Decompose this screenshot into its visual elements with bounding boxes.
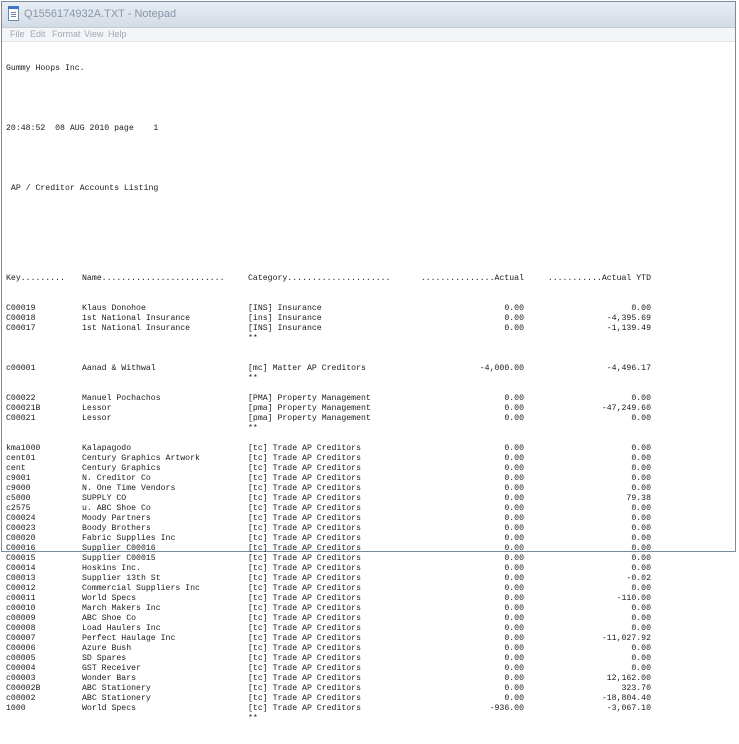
row-actual-ytd: 0.00 xyxy=(631,524,651,533)
row-key: C00006 xyxy=(6,644,36,653)
row-key: C00018 xyxy=(6,314,36,323)
table-row xyxy=(6,564,651,574)
table-row xyxy=(6,634,651,644)
report-document xyxy=(6,44,651,744)
table-row xyxy=(6,684,651,694)
row-key: C00017 xyxy=(6,324,36,333)
row-actual-ytd: 0.00 xyxy=(631,614,651,623)
row-actual: 0.00 xyxy=(504,694,524,703)
row-actual: 0.00 xyxy=(504,614,524,623)
table-row xyxy=(6,674,651,684)
table-row xyxy=(6,584,651,594)
row-actual: 0.00 xyxy=(504,634,524,643)
row-actual: 0.00 xyxy=(504,674,524,683)
blank-line xyxy=(6,384,158,394)
row-name: Perfect Haulage Inc xyxy=(82,634,176,643)
row-name: Wonder Bars xyxy=(82,674,137,683)
row-key: C00019 xyxy=(6,304,36,313)
row-category: [PMA] Property Management xyxy=(248,394,371,403)
row-actual-ytd: 0.00 xyxy=(631,474,651,483)
row-category: [INS] Insurance xyxy=(248,304,322,313)
row-key: C00021B xyxy=(6,404,41,413)
row-category: [mc] Matter AP Creditors xyxy=(248,364,366,373)
row-category: [tc] Trade AP Creditors xyxy=(248,494,362,503)
row-actual-ytd: -4,496.17 xyxy=(606,364,651,373)
separator-marker: ** xyxy=(248,374,258,383)
row-key: C00002B xyxy=(6,684,41,693)
row-category: [tc] Trade AP Creditors xyxy=(248,544,362,553)
window-title: Q1556174932A.TXT - Notepad xyxy=(24,8,177,20)
row-actual-ytd: 323.70 xyxy=(621,684,651,693)
row-name: Supplier C00015 xyxy=(82,554,156,563)
row-key: c00005 xyxy=(6,654,36,663)
row-actual-ytd: 0.00 xyxy=(631,654,651,663)
row-name: Azure Bush xyxy=(82,644,132,653)
row-category: [tc] Trade AP Creditors xyxy=(248,584,362,593)
row-actual-ytd: 0.00 xyxy=(631,394,651,403)
row-category: [tc] Trade AP Creditors xyxy=(248,474,362,483)
row-category: [tc] Trade AP Creditors xyxy=(248,634,362,643)
row-actual-ytd: 0.00 xyxy=(631,304,651,313)
row-actual-ytd: 0.00 xyxy=(631,464,651,473)
row-category: [tc] Trade AP Creditors xyxy=(248,484,362,493)
row-name: Century Graphics Artwork xyxy=(82,454,200,463)
column-header-actual-ytd: ...........Actual YTD xyxy=(547,274,651,283)
row-name: ABC Stationery xyxy=(82,684,151,693)
row-key: 1000 xyxy=(6,704,26,713)
row-category: [tc] Trade AP Creditors xyxy=(248,644,362,653)
row-key: C00024 xyxy=(6,514,36,523)
title-bar[interactable] xyxy=(2,2,735,28)
row-name: Moody Partners xyxy=(82,514,151,523)
row-actual-ytd: 0.00 xyxy=(631,624,651,633)
row-category: [tc] Trade AP Creditors xyxy=(248,654,362,663)
row-actual: 0.00 xyxy=(504,524,524,533)
table-row xyxy=(6,464,651,474)
row-category: [tc] Trade AP Creditors xyxy=(248,614,362,623)
table-row xyxy=(6,414,651,424)
row-key: c00011 xyxy=(6,594,36,603)
row-key: c00010 xyxy=(6,604,36,613)
row-key: C00015 xyxy=(6,554,36,563)
row-category: [tc] Trade AP Creditors xyxy=(248,574,362,583)
row-key: C00008 xyxy=(6,624,36,633)
row-key: c9000 xyxy=(6,484,31,493)
row-actual: 0.00 xyxy=(504,484,524,493)
table-row xyxy=(6,694,651,704)
row-name: u. ABC Shoe Co xyxy=(82,504,151,513)
row-actual-ytd: 0.00 xyxy=(631,564,651,573)
row-name: 1st National Insurance xyxy=(82,324,191,333)
row-actual: 0.00 xyxy=(504,394,524,403)
column-header-actual: ...............Actual xyxy=(420,274,524,283)
table-row xyxy=(6,644,651,654)
row-key: C00022 xyxy=(6,394,36,403)
row-actual: 0.00 xyxy=(504,584,524,593)
row-key: kma1000 xyxy=(6,444,41,453)
row-actual: 0.00 xyxy=(504,454,524,463)
row-name: March Makers Inc xyxy=(82,604,161,613)
row-actual: -936.00 xyxy=(489,704,524,713)
row-name: GST Receiver xyxy=(82,664,141,673)
row-actual: 0.00 xyxy=(504,314,524,323)
table-row xyxy=(6,574,651,584)
row-category: [tc] Trade AP Creditors xyxy=(248,504,362,513)
row-category: [tc] Trade AP Creditors xyxy=(248,554,362,563)
group-separator xyxy=(6,424,258,434)
row-name: Kalapagodo xyxy=(82,444,132,453)
row-key: C00014 xyxy=(6,564,36,573)
row-actual: 0.00 xyxy=(504,414,524,423)
row-actual: -4,000.00 xyxy=(479,364,524,373)
row-key: c9001 xyxy=(6,474,31,483)
row-name: Supplier C00016 xyxy=(82,544,156,553)
row-category: [ins] Insurance xyxy=(248,314,322,323)
row-actual: 0.00 xyxy=(504,494,524,503)
row-actual: 0.00 xyxy=(504,664,524,673)
report-time-page: 20:48:52 08 AUG 2010 page 1 xyxy=(6,124,159,133)
notepad-window xyxy=(1,1,736,723)
table-row xyxy=(6,324,651,334)
row-name: Klaus Donohoe xyxy=(82,304,146,313)
row-actual-ytd: -110.00 xyxy=(616,594,651,603)
table-row xyxy=(6,614,651,624)
row-actual: 0.00 xyxy=(504,624,524,633)
row-category: [tc] Trade AP Creditors xyxy=(248,454,362,463)
row-key: c00009 xyxy=(6,614,36,623)
row-category: [tc] Trade AP Creditors xyxy=(248,464,362,473)
table-row xyxy=(6,554,651,564)
row-actual: 0.00 xyxy=(504,444,524,453)
row-category: [pma] Property Management xyxy=(248,414,371,423)
row-actual-ytd: 0.00 xyxy=(631,584,651,593)
row-key: c00003 xyxy=(6,674,36,683)
table-row xyxy=(6,514,651,524)
row-key: c00002 xyxy=(6,694,36,703)
row-actual: 0.00 xyxy=(504,574,524,583)
menu-view[interactable]: View xyxy=(84,29,104,39)
row-category: [tc] Trade AP Creditors xyxy=(248,674,362,683)
table-row xyxy=(6,544,651,554)
table-row xyxy=(6,494,651,504)
row-name: Fabric Supplies Inc xyxy=(82,534,176,543)
company-name: Gummy Hoops Inc. xyxy=(6,64,85,73)
menu-help[interactable]: Help xyxy=(108,29,127,39)
table-row xyxy=(6,314,651,324)
column-header-name: Name......................... xyxy=(82,274,225,283)
row-actual: 0.00 xyxy=(504,304,524,313)
table-row xyxy=(6,454,651,464)
row-category: [tc] Trade AP Creditors xyxy=(248,514,362,523)
row-actual: 0.00 xyxy=(504,684,524,693)
notepad-icon xyxy=(8,8,19,21)
row-actual-ytd: 0.00 xyxy=(631,454,651,463)
report-lines xyxy=(6,304,651,724)
row-actual-ytd: 0.00 xyxy=(631,604,651,613)
row-name: Lessor xyxy=(82,414,112,423)
row-actual-ytd: 0.00 xyxy=(631,514,651,523)
row-key: C00016 xyxy=(6,544,36,553)
row-name: N. One Time Vendors xyxy=(82,484,176,493)
row-category: [tc] Trade AP Creditors xyxy=(248,524,362,533)
report-heading: AP / Creditor Accounts Listing xyxy=(6,184,159,193)
row-actual-ytd: -3,067.10 xyxy=(606,704,651,713)
row-actual: 0.00 xyxy=(504,324,524,333)
row-actual: 0.00 xyxy=(504,604,524,613)
row-category: [tc] Trade AP Creditors xyxy=(248,684,362,693)
group-separator xyxy=(6,714,258,724)
blank-line xyxy=(6,434,158,444)
table-row xyxy=(6,654,651,664)
row-key: C00023 xyxy=(6,524,36,533)
table-row xyxy=(6,364,651,374)
row-name: Century Graphics xyxy=(82,464,161,473)
row-actual-ytd: -11,027.92 xyxy=(601,634,651,643)
row-name: Commercial Suppliers Inc xyxy=(82,584,200,593)
table-row xyxy=(6,704,651,714)
menu-format[interactable]: Format xyxy=(52,29,81,39)
table-row xyxy=(6,504,651,514)
row-name: ABC Stationery xyxy=(82,694,151,703)
row-key: C00012 xyxy=(6,584,36,593)
row-actual-ytd: 0.00 xyxy=(631,644,651,653)
row-actual: 0.00 xyxy=(504,534,524,543)
row-category: [tc] Trade AP Creditors xyxy=(248,534,362,543)
row-category: [tc] Trade AP Creditors xyxy=(248,694,362,703)
row-actual: 0.00 xyxy=(504,654,524,663)
row-key: c5000 xyxy=(6,494,31,503)
row-name: N. Creditor Co xyxy=(82,474,151,483)
blank-line xyxy=(6,354,158,364)
group-separator xyxy=(6,374,258,384)
row-name: Lessor xyxy=(82,404,112,413)
row-actual-ytd: 0.00 xyxy=(631,414,651,423)
blank-line xyxy=(6,344,158,354)
row-key: C00007 xyxy=(6,634,36,643)
row-actual-ytd: -4,395.69 xyxy=(606,314,651,323)
row-name: SUPPLY CO xyxy=(82,494,127,503)
column-header-row xyxy=(6,274,651,284)
table-row xyxy=(6,594,651,604)
row-key: c2575 xyxy=(6,504,31,513)
group-separator xyxy=(6,334,258,344)
table-row xyxy=(6,604,651,614)
row-actual-ytd: 0.00 xyxy=(631,484,651,493)
text-area[interactable] xyxy=(2,42,735,723)
row-name: Boody Brothers xyxy=(82,524,151,533)
table-row xyxy=(6,304,651,314)
row-name: Supplier 13th St xyxy=(82,574,161,583)
row-actual: 0.00 xyxy=(504,564,524,573)
row-name: Load Haulers Inc xyxy=(82,624,161,633)
row-actual-ytd: 0.00 xyxy=(631,544,651,553)
row-name: World Specs xyxy=(82,594,137,603)
table-row xyxy=(6,484,651,494)
row-name: ABC Shoe Co xyxy=(82,614,137,623)
row-name: SD Spares xyxy=(82,654,127,663)
row-name: 1st National Insurance xyxy=(82,314,191,323)
row-actual-ytd: 12,162.00 xyxy=(606,674,651,683)
row-key: C00004 xyxy=(6,664,36,673)
row-name: Hoskins Inc. xyxy=(82,564,141,573)
column-header-category: Category..................... xyxy=(248,274,391,283)
row-name: World Specs xyxy=(82,704,137,713)
row-category: [tc] Trade AP Creditors xyxy=(248,624,362,633)
row-actual-ytd: 0.00 xyxy=(631,534,651,543)
row-key: C00013 xyxy=(6,574,36,583)
row-actual: 0.00 xyxy=(504,474,524,483)
row-key: cent xyxy=(6,464,26,473)
row-category: [tc] Trade AP Creditors xyxy=(248,594,362,603)
table-row xyxy=(6,394,651,404)
row-actual: 0.00 xyxy=(504,554,524,563)
row-actual: 0.00 xyxy=(504,404,524,413)
row-category: [tc] Trade AP Creditors xyxy=(248,564,362,573)
table-row xyxy=(6,664,651,674)
row-actual-ytd: 0.00 xyxy=(631,554,651,563)
row-key: c00001 xyxy=(6,364,36,373)
row-actual: 0.00 xyxy=(504,514,524,523)
row-actual-ytd: 0.00 xyxy=(631,504,651,513)
table-row xyxy=(6,404,651,414)
row-actual: 0.00 xyxy=(504,594,524,603)
row-category: [tc] Trade AP Creditors xyxy=(248,704,362,713)
row-key: C00020 xyxy=(6,534,36,543)
separator-marker: ** xyxy=(248,714,258,723)
row-actual-ytd: 0.00 xyxy=(631,444,651,453)
table-row xyxy=(6,624,651,634)
row-category: [tc] Trade AP Creditors xyxy=(248,604,362,613)
row-actual-ytd: -18,804.40 xyxy=(601,694,651,703)
table-row xyxy=(6,534,651,544)
row-name: Aanad & Withwal xyxy=(82,364,156,373)
row-category: [tc] Trade AP Creditors xyxy=(248,664,362,673)
table-row xyxy=(6,474,651,484)
separator-marker: ** xyxy=(248,424,258,433)
row-actual-ytd: 79.38 xyxy=(626,494,651,503)
table-row xyxy=(6,444,651,454)
row-actual-ytd: -1,139.49 xyxy=(606,324,651,333)
row-name: Manuel Pochachos xyxy=(82,394,161,403)
column-header-key: Key......... xyxy=(6,274,65,283)
row-actual: 0.00 xyxy=(504,544,524,553)
row-category: [tc] Trade AP Creditors xyxy=(248,444,362,453)
row-actual: 0.00 xyxy=(504,464,524,473)
menu-file[interactable]: File xyxy=(10,29,25,39)
row-category: [INS] Insurance xyxy=(248,324,322,333)
table-row xyxy=(6,524,651,534)
row-actual: 0.00 xyxy=(504,644,524,653)
row-actual-ytd: -0.02 xyxy=(626,574,651,583)
separator-marker: ** xyxy=(248,334,258,343)
row-actual: 0.00 xyxy=(504,504,524,513)
row-actual-ytd: 0.00 xyxy=(631,664,651,673)
row-key: cent01 xyxy=(6,454,36,463)
row-category: [pma] Property Management xyxy=(248,404,371,413)
row-key: C00021 xyxy=(6,414,36,423)
menu-edit[interactable]: Edit xyxy=(30,29,46,39)
row-actual-ytd: -47,249.60 xyxy=(601,404,651,413)
menu-bar xyxy=(2,28,735,42)
